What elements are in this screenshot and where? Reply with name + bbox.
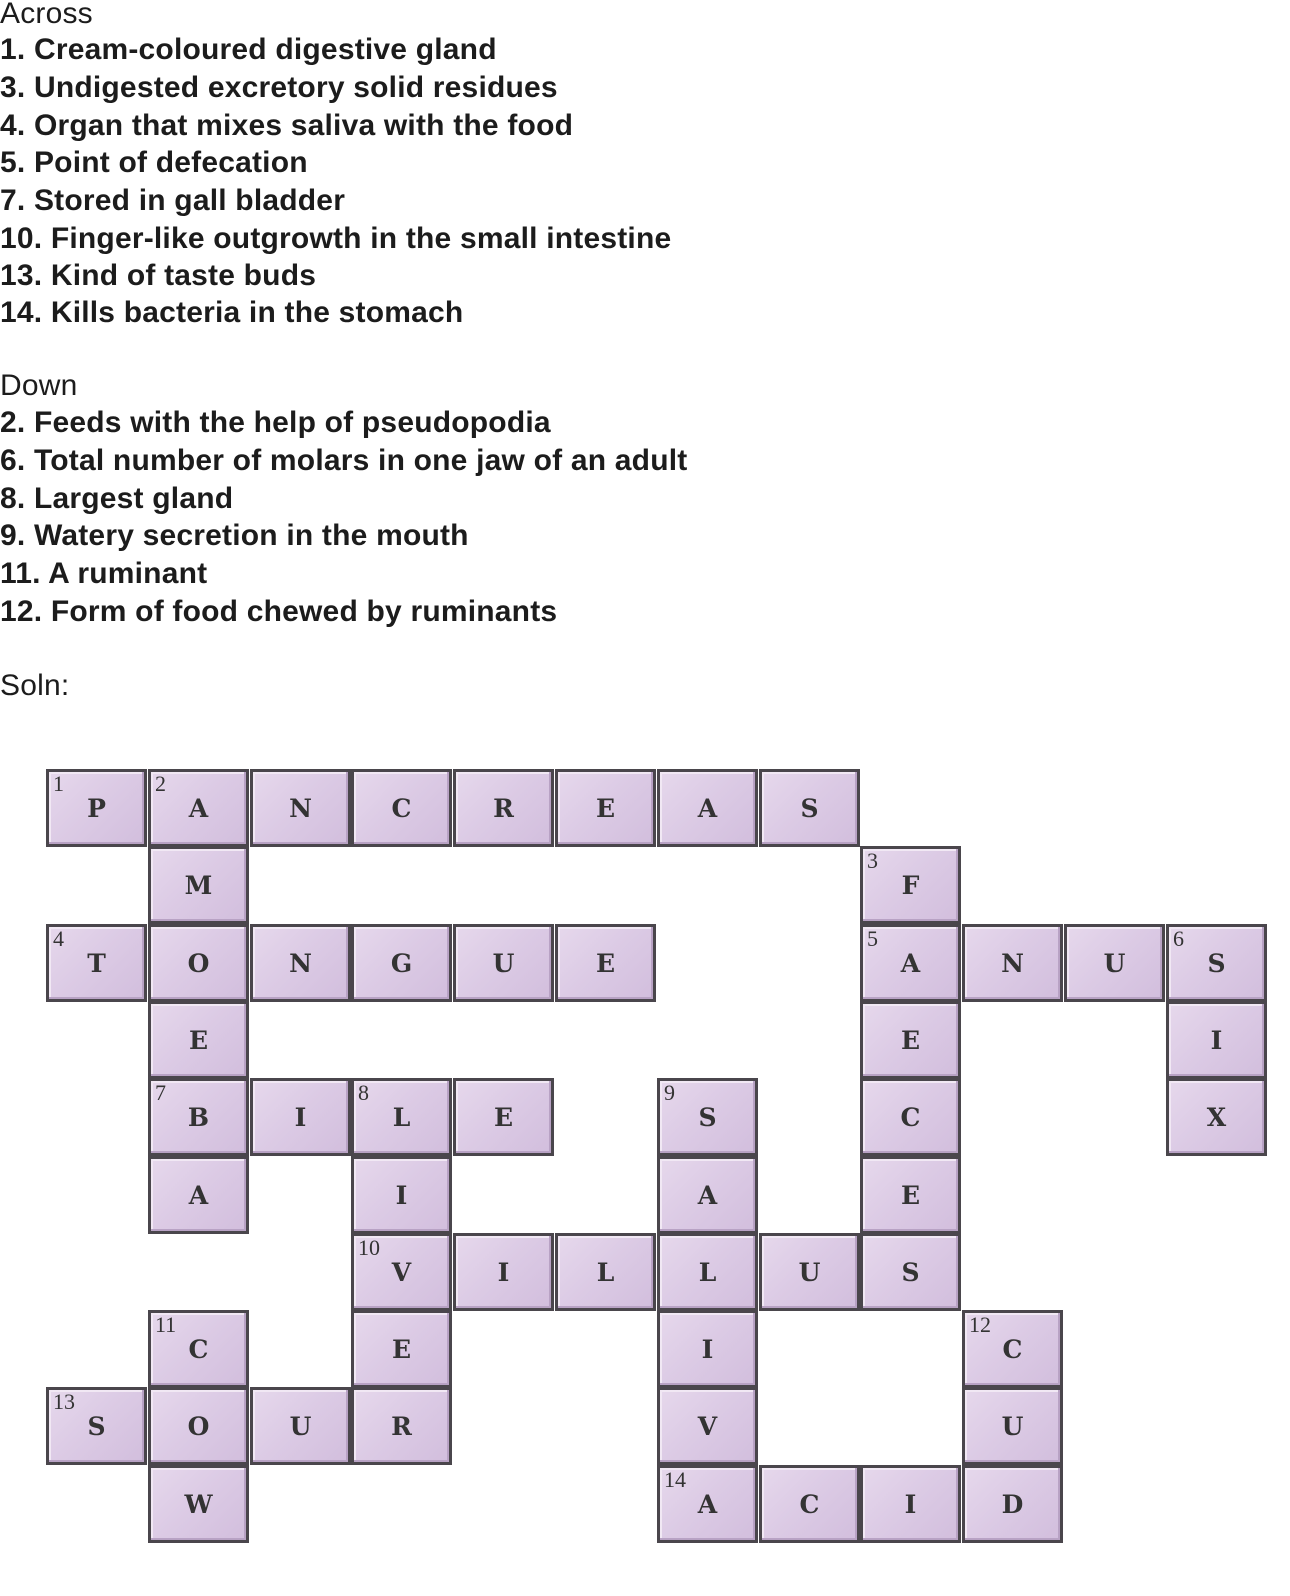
crossword-cell: [1166, 924, 1267, 1002]
crossword-cell-fill: [1067, 927, 1162, 999]
crossword-cell: [250, 924, 351, 1002]
crossword-cell-fill: [863, 1081, 958, 1153]
crossword-cell-fill: [965, 1468, 1060, 1540]
crossword-cell-fill: [49, 1390, 144, 1462]
crossword-cell: [1166, 1001, 1267, 1079]
cell-letter: I: [701, 1334, 714, 1364]
cell-letter: C: [391, 793, 412, 823]
crossword-cell-fill: [558, 772, 653, 844]
cell-letter: L: [596, 1257, 615, 1287]
crossword-cell-fill: [253, 1081, 348, 1153]
crossword-cell-fill: [1169, 1004, 1264, 1076]
cell-letter: A: [697, 1180, 718, 1210]
crossword-cell: [351, 1233, 452, 1311]
crossword-cell-fill: [660, 1313, 755, 1385]
crossword-cell-fill: [762, 772, 857, 844]
cell-letter: E: [188, 1025, 209, 1055]
cell-letter: S: [901, 1257, 920, 1287]
clue-number: 13: [53, 1389, 75, 1414]
crossword-cell-fill: [762, 1468, 857, 1540]
cell-letter: U: [289, 1411, 312, 1441]
crossword-cell-fill: [965, 1313, 1060, 1385]
cell-letter: A: [697, 793, 718, 823]
crossword-cell: [759, 1465, 860, 1543]
crossword-cell: [962, 924, 1063, 1002]
cell-letter: V: [391, 1257, 412, 1287]
down-clue-12: 12. Form of food chewed by ruminants: [0, 595, 558, 628]
crossword-cell: [148, 846, 249, 924]
crossword-cell-fill: [354, 1390, 449, 1462]
across-clue-5: 5. Point of defecation: [0, 146, 308, 179]
clue-number: 2: [155, 771, 166, 796]
cell-letter: E: [900, 1025, 921, 1055]
crossword-cell-fill: [762, 1236, 857, 1308]
crossword-cell: [250, 1387, 351, 1465]
cell-letter: U: [1001, 1411, 1024, 1441]
cell-letter: I: [1210, 1025, 1223, 1055]
cell-letter: E: [595, 793, 616, 823]
cell-letter: N: [289, 948, 312, 978]
cell-letter: W: [184, 1489, 213, 1519]
crossword-cell: [453, 1233, 554, 1311]
crossword-cell-fill: [354, 772, 449, 844]
across-clue-4: 4. Organ that mixes saliva with the food: [0, 109, 574, 142]
cell-letter: A: [188, 793, 209, 823]
cell-letter: U: [1103, 948, 1126, 978]
crossword-cell-fill: [863, 927, 958, 999]
down-heading: Down: [0, 369, 78, 402]
crossword-cell: [657, 1310, 758, 1388]
clue-number: 4: [53, 926, 64, 951]
cell-letter: S: [87, 1411, 106, 1441]
cell-letter: G: [390, 948, 413, 978]
crossword-cell-fill: [151, 849, 246, 921]
crossword-cell: [351, 769, 452, 847]
crossword-cell-fill: [1169, 927, 1264, 999]
crossword-cell: [453, 769, 554, 847]
clue-number: 9: [664, 1080, 675, 1105]
crossword-cell: [657, 1465, 758, 1543]
crossword-cell: [860, 846, 961, 924]
cell-letter: E: [493, 1102, 514, 1132]
cell-letter: P: [87, 793, 106, 823]
clue-number: 14: [664, 1467, 686, 1492]
down-clue-9: 9. Watery secretion in the mouth: [0, 519, 469, 552]
crossword-cell-fill: [558, 1236, 653, 1308]
clue-number: 6: [1173, 926, 1184, 951]
down-clue-6: 6. Total number of molars in one jaw of an adult: [0, 444, 688, 477]
crossword-cell: [250, 769, 351, 847]
crossword-cell: [46, 924, 147, 1002]
clue-number: 12: [969, 1312, 991, 1337]
cell-letter: I: [294, 1102, 307, 1132]
crossword-cell-fill: [151, 772, 246, 844]
crossword-cell-fill: [965, 1390, 1060, 1462]
crossword-cell: [759, 769, 860, 847]
crossword-cell: [46, 1387, 147, 1465]
cell-letter: U: [798, 1257, 821, 1287]
crossword-cell-fill: [151, 1081, 246, 1153]
cell-letter: C: [799, 1489, 820, 1519]
crossword-cell-fill: [660, 1236, 755, 1308]
crossword-cell: [860, 1233, 961, 1311]
crossword-cell-fill: [253, 772, 348, 844]
crossword-cell: [1064, 924, 1165, 1002]
crossword-cell: [962, 1387, 1063, 1465]
cell-letter: R: [493, 793, 514, 823]
cell-letter: E: [900, 1180, 921, 1210]
crossword-cell: [657, 1233, 758, 1311]
across-heading: Across: [0, 0, 93, 30]
crossword-cell-fill: [253, 927, 348, 999]
crossword-cell-fill: [863, 1468, 958, 1540]
crossword-cell: [453, 1078, 554, 1156]
cell-letter: X: [1206, 1102, 1227, 1132]
crossword-cell: [555, 924, 656, 1002]
cell-letter: C: [900, 1102, 921, 1132]
solution-label: Soln:: [0, 669, 70, 702]
down-clue-8: 8. Largest gland: [0, 482, 234, 515]
crossword-cell: [148, 769, 249, 847]
crossword-cell-fill: [863, 1004, 958, 1076]
crossword-cell: [148, 924, 249, 1002]
crossword-cell-fill: [863, 1236, 958, 1308]
cell-letter: S: [1207, 948, 1226, 978]
down-clue-11: 11. A ruminant: [0, 557, 208, 590]
crossword-cell-fill: [151, 927, 246, 999]
crossword-cell: [555, 1233, 656, 1311]
crossword-cell-fill: [151, 1468, 246, 1540]
crossword-cell: [148, 1387, 249, 1465]
across-clue-1: 1. Cream-coloured digestive gland: [0, 33, 497, 66]
crossword-cell: [250, 1078, 351, 1156]
crossword-cell: [351, 1078, 452, 1156]
crossword-cell-fill: [253, 1390, 348, 1462]
crossword-cell: [148, 1465, 249, 1543]
crossword-cell: [657, 1156, 758, 1234]
cell-letter: V: [697, 1411, 718, 1441]
crossword-cell: [657, 1078, 758, 1156]
crossword-cell: [860, 1156, 961, 1234]
cell-letter: S: [698, 1102, 717, 1132]
crossword-cell-fill: [863, 849, 958, 921]
across-clue-7: 7. Stored in gall bladder: [0, 184, 346, 217]
crossword-cell-fill: [456, 927, 551, 999]
crossword-cell: [148, 1156, 249, 1234]
crossword-cell-fill: [354, 1236, 449, 1308]
cell-letter: I: [497, 1257, 510, 1287]
clue-number: 3: [867, 848, 878, 873]
crossword-cell-fill: [49, 772, 144, 844]
crossword-cell: [148, 1078, 249, 1156]
crossword-cell-fill: [151, 1004, 246, 1076]
crossword-cell-fill: [456, 1081, 551, 1153]
cell-letter: D: [1001, 1489, 1024, 1519]
cell-letter: B: [187, 1102, 210, 1132]
across-clue-3: 3. Undigested excretory solid residues: [0, 71, 558, 104]
cell-letter: T: [87, 948, 106, 978]
crossword-cell: [860, 1001, 961, 1079]
cell-letter: O: [187, 1411, 210, 1441]
crossword-cell: [351, 1156, 452, 1234]
crossword-cell-fill: [863, 1159, 958, 1231]
cell-letter: O: [187, 948, 210, 978]
cell-letter: N: [1001, 948, 1024, 978]
cell-letter: M: [184, 870, 213, 900]
cell-letter: L: [698, 1257, 717, 1287]
cell-letter: R: [391, 1411, 412, 1441]
crossword-cell: [657, 1387, 758, 1465]
clue-number: 11: [155, 1312, 177, 1337]
crossword-cell-fill: [660, 1468, 755, 1540]
crossword-cell-fill: [1169, 1081, 1264, 1153]
crossword-cell: [148, 1001, 249, 1079]
crossword-cell: [860, 1078, 961, 1156]
clue-number: 7: [155, 1080, 166, 1105]
crossword-cell: [555, 769, 656, 847]
clue-number: 1: [53, 771, 64, 796]
clue-number: 8: [358, 1080, 369, 1105]
cell-letter: E: [595, 948, 616, 978]
across-clue-13: 13. Kind of taste buds: [0, 259, 317, 292]
crossword-cell-fill: [354, 927, 449, 999]
crossword-cell: [657, 769, 758, 847]
cell-letter: L: [392, 1102, 411, 1132]
crossword-cell-fill: [151, 1159, 246, 1231]
crossword-cell: [351, 1310, 452, 1388]
crossword-cell-fill: [965, 927, 1060, 999]
crossword-cell: [46, 769, 147, 847]
crossword-cell-fill: [660, 772, 755, 844]
cell-letter: I: [395, 1180, 408, 1210]
crossword-cell-fill: [660, 1159, 755, 1231]
crossword-cell: [1166, 1078, 1267, 1156]
crossword-cell-fill: [456, 1236, 551, 1308]
cell-letter: E: [391, 1334, 412, 1364]
across-clue-14: 14. Kills bacteria in the stomach: [0, 296, 464, 329]
crossword-cell: [148, 1310, 249, 1388]
crossword-cell: [759, 1233, 860, 1311]
crossword-cell: [860, 1465, 961, 1543]
crossword-cell: [351, 924, 452, 1002]
cell-letter: F: [901, 870, 920, 900]
cell-letter: C: [1002, 1334, 1023, 1364]
crossword-cell: [453, 924, 554, 1002]
cell-letter: I: [904, 1489, 917, 1519]
crossword-cell-fill: [558, 927, 653, 999]
cell-letter: S: [800, 793, 819, 823]
crossword-cell-fill: [151, 1390, 246, 1462]
crossword-cell: [962, 1465, 1063, 1543]
across-clue-10: 10. Finger-like outgrowth in the small intestine: [0, 222, 672, 255]
clue-number: 5: [867, 926, 878, 951]
crossword-cell: [962, 1310, 1063, 1388]
down-clue-2: 2. Feeds with the help of pseudopodia: [0, 406, 551, 439]
crossword-cell-fill: [354, 1081, 449, 1153]
cell-letter: A: [188, 1180, 209, 1210]
crossword-cell-fill: [660, 1081, 755, 1153]
crossword-cell-fill: [354, 1313, 449, 1385]
cell-letter: C: [188, 1334, 209, 1364]
cell-letter: N: [289, 793, 312, 823]
cell-letter: A: [900, 948, 921, 978]
crossword-cell-fill: [151, 1313, 246, 1385]
cell-letter: A: [697, 1489, 718, 1519]
crossword-cell-fill: [354, 1159, 449, 1231]
clue-number: 10: [358, 1235, 380, 1260]
crossword-cell-fill: [660, 1390, 755, 1462]
crossword-cell: [860, 924, 961, 1002]
crossword-cell: [351, 1387, 452, 1465]
crossword-cell-fill: [49, 927, 144, 999]
crossword-cell-fill: [456, 772, 551, 844]
cell-letter: U: [492, 948, 515, 978]
